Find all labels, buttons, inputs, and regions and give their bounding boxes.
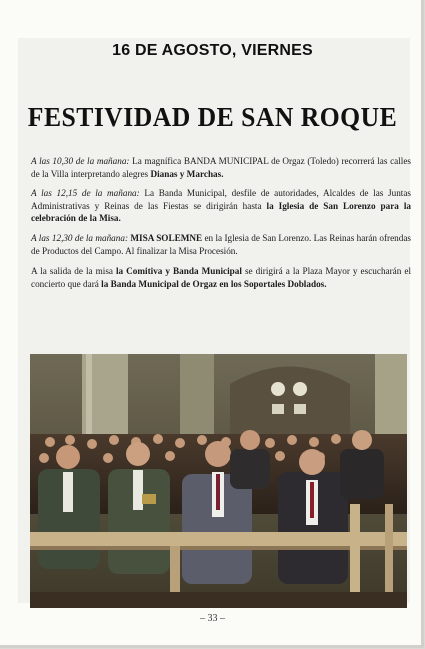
paragraph-text: La magnífica BANDA MUNICIPAL de Orgaz (Toledo) recorrerá las calles de la Villa interpretando alegres xyxy=(31,156,411,179)
paragraph-text: se dirigirá a la Plaza Mayor y escucharán el concierto que dará xyxy=(31,266,412,289)
paragraph-text: A la salida de la misa xyxy=(31,266,116,276)
church-photo xyxy=(30,354,407,608)
page-number: – 33 – xyxy=(200,613,225,624)
page-title: FESTIVIDAD DE SAN ROQUE xyxy=(27,102,398,132)
time-label: A las 12,15 de la mañana: xyxy=(31,188,140,198)
paragraph-4 xyxy=(31,265,411,290)
paragraph-2 xyxy=(31,187,411,225)
paragraph-text: en la Iglesia de San Lorenzo. Las Reinas harán ofrendas de Productos del Campo. Al finalizar la Misa Procesión. xyxy=(31,233,411,256)
paragraph-bold: Dianas y Marchas. xyxy=(150,168,224,179)
paragraph-bold: la Iglesia de San Lorenzo para la celebración de la Misa. xyxy=(31,200,411,224)
paragraph-1 xyxy=(31,155,411,180)
date-heading: 16 DE AGOSTO, VIERNES xyxy=(112,42,313,59)
time-label: A las 12,30 de la mañana: xyxy=(31,233,129,243)
paragraph-bold: la Banda Municipal de Orgaz en los Soportales Doblados. xyxy=(101,278,327,289)
paragraph-bold: MISA SOLEMNE xyxy=(128,233,203,243)
paragraph-text: La Banda Municipal, desfile de autoridades, Alcaldes de las Juntas Administrativas y Reinas de las Fiestas se dirigirán hasta xyxy=(31,188,411,211)
church-photo-image xyxy=(30,354,407,608)
time-label: A las 10,30 de la mañana: xyxy=(31,156,130,166)
paragraph-3 xyxy=(31,232,411,257)
paragraph-bold: la Comitiva y Banda Municipal xyxy=(116,266,242,276)
